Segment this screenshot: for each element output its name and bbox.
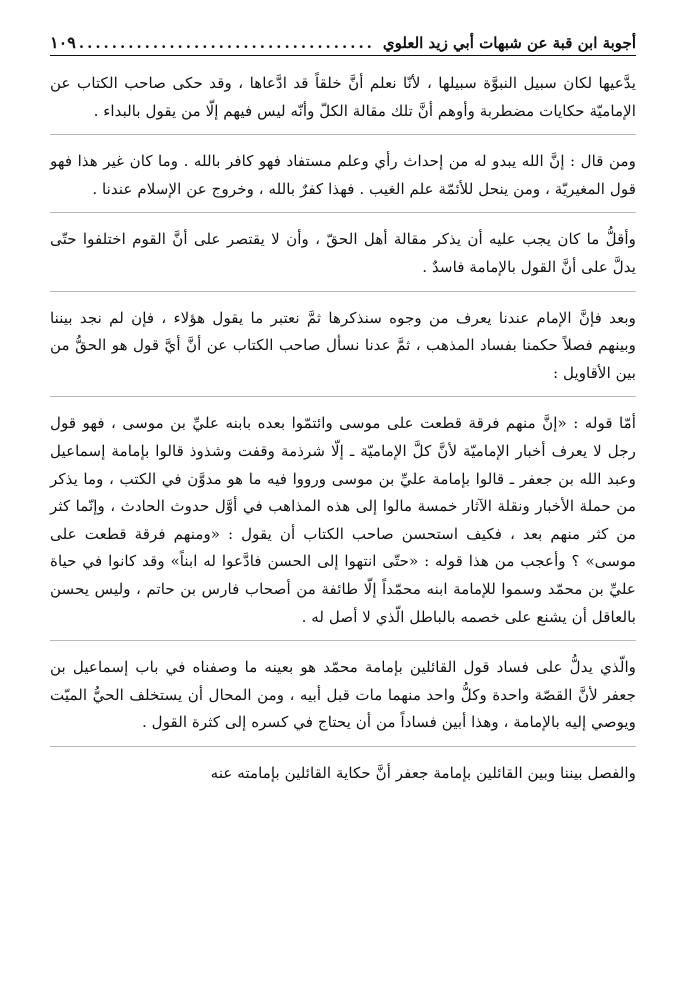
page-number: ١٠٩ bbox=[50, 33, 76, 52]
paragraph-2: ومن قال : إنَّ الله يبدو له من إحداث رأي وعلم مستفاد فهو كافر بالله . وما كان غير هذا فهو قول المغيريّة ، ومن ينحل للأئمّة علم الغيب . فهذا كفرٌ بالله ، وخروج عن الإسلام عندنا . bbox=[50, 152, 636, 198]
paragraph-3: وأقلُّ ما كان يجب عليه أن يذكر مقالة أهل الحقّ ، وأن لا يقتصر على أنَّ القوم اختلفوا حتّى يدلَّ على أنَّ القول بالإمامة فاسدٌ . bbox=[50, 230, 636, 276]
paragraph-divider bbox=[50, 212, 636, 214]
paragraph-7: والفصل بيننا وبين القائلين بإمامة جعفر أنَّ حكاية القائلين بإمامته عنه bbox=[210, 763, 636, 782]
running-header bbox=[50, 28, 636, 56]
paragraph-6: والّذي يدلُّ على فساد قول القائلين بإمامة محمّد هو بعينه ما وصفناه في باب إسماعيل بن جعفر لأنَّ القصّة واحدة وكلُّ واحد منهما مات قبل أبيه ، ومن المحال أن يستخلف الحيُّ الميّت ويوصي إليه بالإمامة ، وهذا أبين فساداً من أن يحتاج في كسره إلى كثرة القول . bbox=[50, 658, 636, 732]
paragraph-4: وبعد فإنَّ الإمام عندنا يعرف من وجوه سنذكرها ثمَّ نعتبر ما يقول هؤلاء ، فإن لم نجد بيننا وبينهم فصلاً حكمنا بفساد المذهب ، ثمَّ عدنا نسأل صاحب الكتاب عن أنَّ أيَّ قول هو الحقُّ من بين الأقاويل : bbox=[50, 308, 636, 382]
page-body bbox=[50, 70, 636, 787]
paragraph-divider bbox=[50, 291, 636, 293]
paragraph-divider bbox=[50, 640, 636, 642]
paragraph-divider bbox=[50, 134, 636, 136]
paragraph-5: أمّا قوله : «إنَّ منهم فرقة قطعت على موسى وائتمّوا بعده بابنه عليِّ بن موسى ، فهو قول رجل لا يعرف أخبار الإماميّة لأنَّ كلَّ الإماميّة ـ إلّا شرذمة وقفت وشذوذ قالوا بإمامة إسماعيل وعبد الله بن جعفر ـ قالوا بإمامة عليِّ بن موسى ورووا فيه ما هو مدوَّن في الكتب ، وما يذكر من حملة الأخبار ونقلة الآثار خمسة مالوا إلى هذه المذاهب في أوَّل حدوث الحادث ، وإنّما كثر من كثر منهم بعد ، فكيف استحسن صاحب الكتاب أن يقول : «ومنهم فرقة قطعت على موسى» ؟ وأعجب من هذا قوله : «حتّى انتهوا إلى الحسن فادَّعوا له ابناً» وقد كانوا في حياة عليِّ بن محمّد وسموا للإمامة ابنه محمّداً إلّا طائفة من أصحاب فارس بن حاتم ، وليس يحسن بالعاقل أن يشنع على خصمه بالباطل الّذي لا أصل له . bbox=[50, 414, 636, 626]
leader-dots bbox=[76, 34, 383, 52]
paragraph-divider bbox=[50, 396, 636, 398]
book-page bbox=[50, 28, 636, 993]
paragraph-divider bbox=[50, 746, 636, 748]
paragraph-1: يدَّعيها لكان سبيل النبوَّة سبيلها ، لأنّا نعلم أنَّ خلقاً قد ادَّعاها ، وقد حكى صاحب الكتاب عن الإماميّة حكايات مضطربة وأوهم أنَّ تلك مقالة الكلّ وأنّه ليس فيهم إلّا من يقول بالبداء . bbox=[50, 74, 636, 120]
running-title: أجوبة ابن قبة عن شبهات أبي زيد العلوي bbox=[382, 34, 636, 52]
